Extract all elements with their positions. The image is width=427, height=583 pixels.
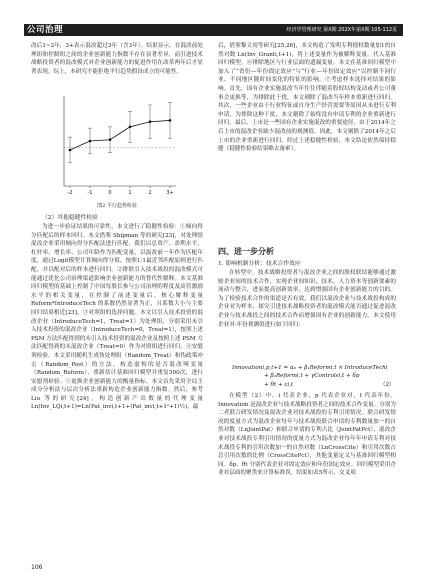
x-tick-label: 2	[148, 190, 152, 196]
formula-line: + θt + εi,t	[264, 382, 294, 388]
data-point	[149, 120, 152, 123]
equation-number: （2）	[380, 382, 395, 388]
left-column-top	[31, 42, 203, 76]
subsection-heading: 1. 影响机制分析：技术合作效应	[218, 261, 301, 267]
series-line	[70, 120, 170, 150]
journal-header-band	[24, 24, 403, 36]
x-tick-label: 1	[128, 190, 132, 196]
right-column-section	[218, 246, 396, 329]
journal-info: 经济学管理研究 第X期 202X年第X期 105-112页	[286, 27, 397, 33]
paragraph: 后，借鉴黎文靖等研究[25,26]，本文构造了发明专利授权数量加1的自然对数 Ln(Inv_Granti,t+1)，将上述变量作为被解释变量，代入基准回归模型。⑥排除地区与行业层面的遗漏变量。本文在基准回归模型中加入了“省份—年份固定效应”与“行业—年份固定效应”以控制不同行业、不同地区随时间变化的特征的影响。⑦考虑样本选择对结果的影响。首先，国有企业实施混改当年往往伴随着股权结构变动或者公司董事会更换等，为排除此干扰，本文剔除了混改当年样本重新进行回归。其次，一些企业由于行业特征或自身生产经营需要等原因从未进行专利申请，为排除这种干扰，本文剔除了始终没有申请专利的企业重新进行回归。最后，上市是一些国有企业实施混改的重要途径，由于2014年之后上市的混改企业缺少混改前的观测值，因此，本文剔除了2014年之后上市的企业重新进行回归。经过上述稳健性检验，本文结论依然保持稳健（稳健性检验结果略去备索）。	[218, 43, 396, 153]
formula-line: Innovationi,p,t+1 = α₀ + β₁Reformi,t × IntroduceTechi	[232, 365, 388, 371]
right-column-top	[218, 42, 396, 154]
x-tick-label: 0	[108, 190, 112, 196]
x-tick-label: -2	[67, 190, 73, 196]
section-title: 公司治理	[27, 25, 64, 35]
page-number: 106	[31, 564, 43, 571]
x-tick-label: -1	[87, 190, 93, 196]
x-tick-label: 3+	[166, 190, 174, 196]
formula-line: + β₂Reformi,t + γControlsi,t + δp	[264, 373, 360, 379]
data-point	[89, 140, 92, 143]
data-point	[69, 149, 72, 152]
section-heading: 四、进一步分析	[218, 247, 274, 256]
data-point	[169, 119, 172, 122]
paragraph: 改后1~2年，3+表示混改超过3年（含3年）。结果显示，在混改前处理组和控制组之间的企业创新能力指数不存在显著差异，而引进技术战略投资者的混改模式对企业创新能力的促进作用在改革两年后才显著表现。综上，本研究不能拒绝平行趋势假设成立的可能性。	[31, 43, 203, 75]
data-point	[109, 138, 112, 141]
parallel-trend-chart	[52, 90, 182, 198]
figure-caption: 图2 平行趋势检验	[97, 203, 137, 209]
data-point	[129, 126, 132, 129]
paragraph: 在转型中，技术战略投资者与混改企业之间的股权联结能够通过激励企业间的技术合作，实现企业间知识、技术、人力资本等创新要素的流动与整合，进而提高创新效率，达到增强国有企业创新能力的目的。为了检验技术合作的渠道是否有效，我们以混改企业与技术战投构成的企业对为样本，探究引进技术战略投资者的混改模式能否通过促进混改企业与技术战投之间的技术合作而增强国有企业的创新能力。本文使用企业对-年份观测值进行如下回归：	[218, 270, 396, 328]
chart-plot-area	[64, 96, 176, 196]
subsection-heading: （2）其他稳健性检验	[42, 215, 98, 221]
paragraph: 在模型（2）中，i 代表企业，p 代表企业对，t 代表年份。Innovation 是混改企业与技术战略投资者之间的技术合作变量。分别为二者联合研发情况及混改企业对技术战投的专利引用情况。联合研发情况的度量方式为混改企业每年与技术战投联合申请的专利数量加一的自然对数（LnJointPat）和联合申请的专利占比（JointPatPct），混改企业对技术战投专利引用情况的度量方式为混改企业每年年申请专利对技术战投专利的引用次数加一的自然对数（LnCrossCite）和引用次数占总引用次数的比例（CrossCitePct），其他变量定义与基准回归模型相同。δp、θt 分别代表企业对固定效应和年份固定效应。回归模型采用企业对层面的聚类来计算标准误。结果如表5所示，交叉项	[218, 393, 396, 477]
paragraph: 为进一步验证结果的可靠性，本文进行了稳健性检验：①倾向得分匹配后的样本回归。本文借鉴 Shipman 等的研究[23]，对处理组混改企业采用倾向得分匹配法进行匹配。我们以总资产、盈利水平、杠杆率、增长率、公司年龄作为匹配变量，以混改前一年作为匹配年度，通过Logit模型计算倾向得分值，按照1:1最近邻匹配原则进行匹配，并以配对后的样本进行回归。②排除引入技术战投的混改模式可能通过优化公司治理渠道影响企业创新能力的替代性解释。本文基准回归模型的基础上控制了中国每股长参与公司治理的程度及高管激励水平的相关变量，在控制了前述变量后，核心解释变量 Reform*IntroduceTech 的系数仍然显著为正，且系数大小与主要回归结果相近[23]。③对照组的选择问题。本文以引入技术投资的混改企业（IntroduceTech=1，Treat=1）为处理组，分别采用未引入技术投资的混改企业（IntroduceTech=0，Treat=1），按照上述 PSM 方法匹配得到的未引入技术投资的混改企业及按照上述 PSM 方法匹配得到的未混改企业（Treat=0）作为对照组进行回归。④安慰剂检验。本文采用随机生成伪处理组（Random_Treat）和伪政策冲击（Random_Post）的方法，构造虚构的是否混改哑变量（Random_Reform），重新估计基准回归模型并重复500次，进行安慰剂检验。⑤更换企业创新能力的衡量指标。本文首先采用全局主成分分析法与层次分析法重新构造企业创新能力指数。然后，参考 Liu 等的研究[24]，构造创新产出数量的代理变量 Ln(Inv_LQi,t+1)=Ln(Pat_invi,t+1+(Pat_invi,t+1²+1)½)，最	[31, 224, 203, 411]
left-column-bottom	[31, 214, 203, 412]
right-column-bottom	[218, 392, 396, 478]
